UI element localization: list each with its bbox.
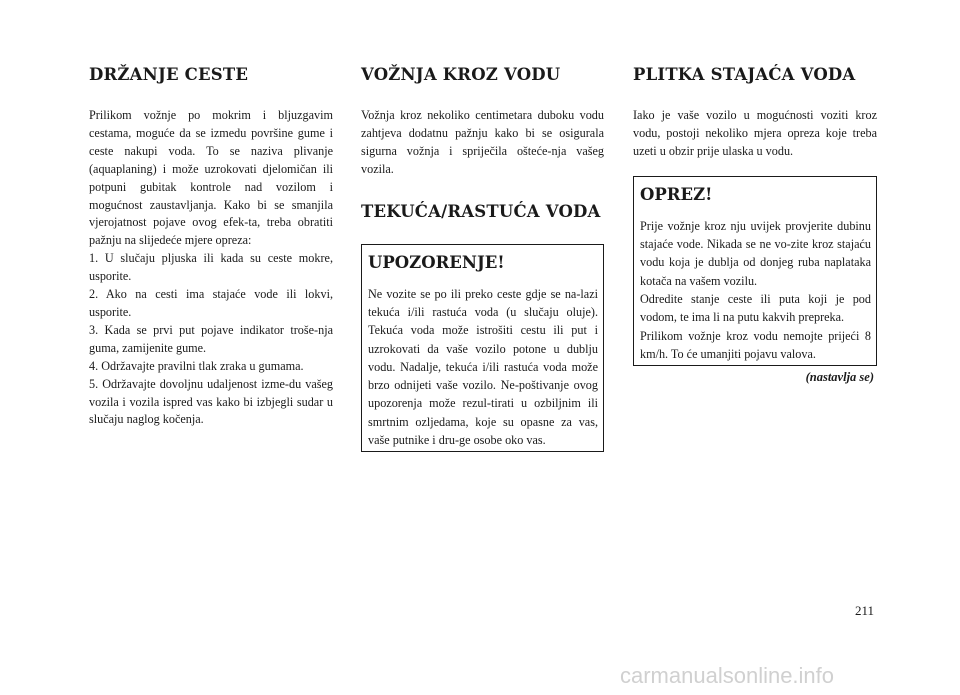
middle-column (361, 62, 604, 452)
water-intro-paragraph: Vožnja kroz nekoliko centimetara duboku vodu zahtjeva dodatnu pažnju kako bi se osigurala sigurna vožnja i spriječila ošteće-nja vašeg vozila. (361, 108, 604, 176)
section-heading-flowing-water: TEKUĆA/RASTUĆA VODA (361, 201, 601, 221)
warning-title: UPOZORENJE! (368, 252, 505, 272)
standing-water-paragraph: Iako je vaše vozilo u mogućnosti voziti kroz vodu, postoji nekoliko mjera opreza koje treba uzeti u obzir prije ulaska u vodu. (633, 108, 877, 158)
list-item-2: 2. Ako na cesti ima stajaće vode ili lokvi, usporite. (89, 287, 333, 319)
section-heading-shallow-standing-water: PLITKA STAJAĆA VODA (633, 65, 856, 84)
continued-note: (nastavlja se) (805, 370, 874, 385)
section-heading-driving-through-water: VOŽNJA KROZ VODU (361, 65, 561, 84)
list-item-1: 1. U slučaju pljuska ili kada su ceste mokre, usporite. (89, 251, 333, 284)
list-item-5: 5. Održavajte dovoljnu udaljenost izme-du vašeg vozila i vozila ispred vas kako bi izbjegli sudar u slučaju naglog kočenja. (89, 376, 333, 427)
intro-paragraph: Prilikom vožnje po mokrim i bljuzgavim cestama, moguće da se izmedu površine gume i ceste nakupi voda. To se naziva plivanje (aquaplaning) i može uzrokovati djelomičan ili potpuni gubitak kontrole nad vozilom i mogućnost zaustavljanja. Kako bi se smanjila vjerojatnost pojave ovog efek-ta, treba obratiti pažnju na slijedeće mjere opreza: (89, 108, 333, 248)
warning-box (361, 244, 604, 453)
caution-box (633, 176, 877, 366)
page-number: 211 (854, 603, 874, 618)
list-item-3: 3. Kada se prvi put pojave indikator troše-nja guma, zamijenite gume. (89, 322, 333, 355)
warning-text: Ne vozite se po ili preko ceste gdje se na-lazi tekuća i/ili rastuća voda (u slučaju oluje). Tekuća voda može istrošiti cestu ili put i uzrokovati da vaše vozilo potone u dublju vodu. Nadalje, tekuća i/ili rastuća voda može brzo odnijeti vaše vozilo. Ne-poštivanje ovog upozorenja može rezul-tirati u ozbiljnim ili smrtnim ozljedama, koje su opasne za vas, vaše putnike i dru-ge osobe oko vas. (368, 286, 598, 447)
right-column (633, 62, 877, 385)
caution-text-2: Odredite stanje ceste ili puta koji je pod vodom, te ima li na putu kakvih prepreka. (640, 291, 871, 325)
caution-text-1: Prije vožnje kroz nju uvijek provjerite dubinu stajaće vode. Nikada se ne vo-zite kroz stajaću vodu koja je dublja od donjeg ruba naplataka kotača na vašem vozilu. (640, 218, 871, 288)
caution-text-3: Prilikom vožnje kroz vodu nemojte prijeći 8 km/h. To će umanjiti pojavu valova. (640, 328, 871, 361)
section-heading-road-holding: DRŽANJE CESTE (89, 65, 249, 84)
caution-title: OPREZ! (640, 184, 713, 204)
watermark: carmanualsonline.info (620, 663, 835, 687)
list-item-4: 4. Održavajte pravilni tlak zraka u gumama. (89, 358, 304, 373)
left-column (89, 62, 333, 429)
